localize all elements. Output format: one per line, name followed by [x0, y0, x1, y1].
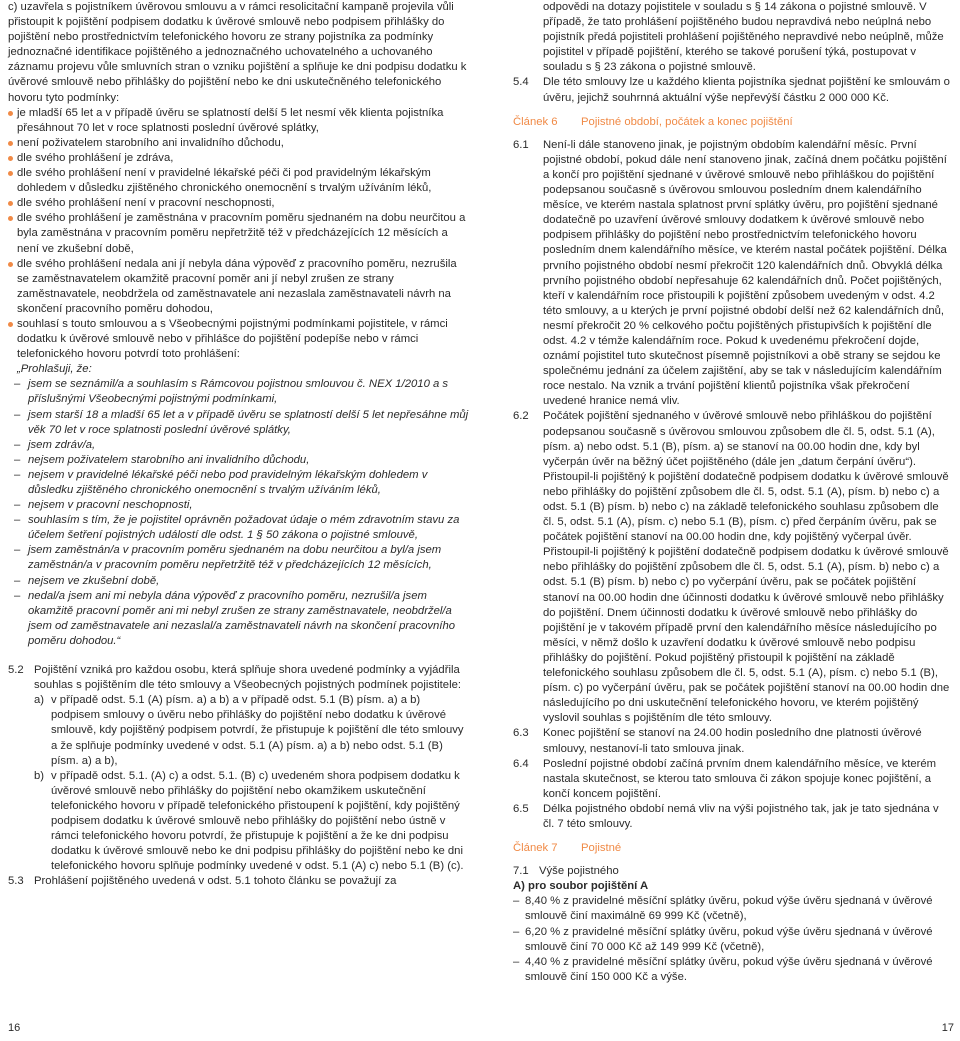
list-item: – 4,40 % z pravidelné měsíční splátky úvěru, pokud výše úvěru sjednaná v úvěrové smlouvě činí 150 000 Kč a výše.: [513, 955, 953, 985]
section-text: Délka pojistného období nemá vliv na výši pojistného tak, jak je tato sjednána v čl. 7 této smlouvy.: [543, 802, 939, 830]
section-number: 6.5: [513, 802, 529, 815]
group-a-heading: A) pro soubor pojištění A: [513, 880, 649, 893]
subitem-label: a): [34, 694, 45, 707]
list-item: – jsem se seznámil/a a souhlasím s Rámcovou pojistnou smlouvou č. NEX 1/2010 a s příslušnými Všeobecnými pojistnými podmínkami,: [8, 377, 470, 407]
section-number: 7.1: [513, 865, 529, 878]
page-number-right: 17: [941, 1021, 954, 1034]
list-item: – souhlasím s tím, že je pojistitel oprávněn požadovat údaje o mém zdravotním stavu za účelem šetření pojistných událostí dle odst. 1 § 50 zákona o pojistné smlouvě,: [8, 513, 470, 543]
section-text: Počátek pojištění sjednaného v úvěrové smlouvě nebo přihláškou do pojištění podepsanou současně s úvěrovou smlouvou způsobem dle čl. 5, odst. 5.1 (A), písm. a) nebo odst. 5.1 (B), písm. a) se stanoví na 00.00 hodin dne, kdy byl vyčerpán úvěr na běžný účet pojištěného (dále jen „datum čerpání úvěru“). Přistoupil-li pojištěný k pojištění dodatečně podpisem dodatku k úvěrové smlouvě nebo přihlášky do pojištění způsobem dle čl. 5, odst. 5.1 (A), písm. b) nebo c) a odst. 5.1 (B) písm. b) nebo c) na základě telefonického souhlasu způsobem dle čl. 5, odst. 5.1 (A), písm. c) nebo 5.1 (B), písm. c) před čerpáním úvěru, pak se počátek pojištění stanoví na 00.00 hodin dne, kdy pojištěný vyčerpal úvěr. Přistoupil-li pojištěný k pojištění dodatečně podpisem dodatku k úvěrové smlouvě nebo přihlášky do pojištění způsobem dle čl. 5, odst. 5.1 (A), písm. b) nebo c) a odst. 5.1 (B) písm. b) nebo c) po vyčerpání úvěru, pak se počátek pojištění stanoví na 00.00 hodin dne účinnosti dodatku k úvěrové smlouvě nebo přihlášky do pojištění. Dnem účinnosti dodatku k úvěrové smlouvě nebo přihlášky do pojištění je v takovém případě první den kalendářního měsíce následujícího po měsíci, v němž došlo k uzavření dodatku k úvěrové smlouvě nebo podpisu přihlášky do pojištění. Pokud pojištěný přistoupil k pojištění na základě telefonického souhlasu způsobem dle čl. 5, odst. 5.1 (A), písm. c) nebo 5.1 (B), písm. c) po vyčerpání úvěru, pak se počátek pojištění stanoví na 00.00 hodin dne následujícího po dni uskutečnění telefonického hovoru, ve kterém pojištěný vyslovil souhlas s pojištěním dle této smlouvy.: [543, 410, 950, 725]
section-text: Pojištění vzniká pro každou osobu, která splňuje shora uvedené podmínky a vyjádřila souhlas s pojištěním dle této smlouvy a Všeobecných pojistných podmínek pojistitele:: [34, 664, 461, 692]
list-item: – 6,20 % z pravidelné měsíční splátky úvěru, pokud výše úvěru sjednaná v úvěrové smlouvě činí 70 000 Kč až 149 999 Kč (včetně),: [513, 925, 953, 955]
article-number: Článek 6: [513, 115, 558, 128]
subitem-text: v případě odst. 5.1. (A) c) a odst. 5.1. (B) c) uvedeném shora podpisem dodatku k úvěrové smlouvě nebo přihlášky do pojištění nebo okamžikem uskutečnění telefonického hovoru v případě telefonického přistoupení k pojištění, kdy pojištěný podpisem dodatku k úvěrové smlouvě nebo přihlášky do pojištění nebo ústně v rámci telefonického hovoru potvrdí, že přistupuje k pojištění a že ke dni podpisu dodatku k úvěrové smlouvě nebo ke dni podpisu přihlášky do pojištění nebo ke dni telefonického hovoru splňuje podmínky uvedené v odst. 5.1 (A) c) nebo 5.1 (B) (c).: [51, 769, 464, 873]
premium-rates-list: [513, 894, 953, 985]
list-item: – jsem zdráv/a,: [8, 438, 470, 453]
list-item: – nejsem poživatelem starobního ani invalidního důchodu,: [8, 453, 470, 468]
section-6-4: [513, 757, 953, 802]
section-5-3-continued: odpovědi na dotazy pojistitele v souladu s § 14 zákona o pojistné smlouvě. V případě, že tato prohlášení pojištěného budou nepravdivá nebo neúplná nebo pojistník předá pojistiteli prohlášení pojištěného nepravdivé nebo neúplně, může pojistitel v případě pojištění, kterého se takové porušení týká, postupovat v souladu s § 23 zákona o pojistné smlouvě.: [543, 1, 944, 74]
page-number-left: 16: [8, 1021, 21, 1034]
subitem-a: [34, 693, 470, 768]
conditions-list: [8, 106, 470, 363]
list-item: dle svého prohlášení není v pravidelné lékařské péči či pod pravidelným lékařským dohledem v důsledku zjištěného chronického onemocnění s trvalým užíváním léků,: [8, 166, 470, 196]
article-title: Pojistné období, počátek a konec pojištění: [581, 115, 793, 128]
subitem-b: [34, 769, 470, 875]
section-text: Poslední pojistné období začíná prvním dnem kalendářního měsíce, ve kterém nastala skutečnost, se kterou tato smlouva či zákon spojuje konec pojištění, a končí koncem pojištění.: [543, 757, 937, 800]
left-column: [8, 0, 470, 889]
list-item: dle svého prohlášení je zaměstnána v pracovním poměru sjednaném na dobu neurčitou a byla zaměstnána v pracovním poměru nepřetržitě též v předcházejících 12 měsících a není ve zkušební době,: [8, 211, 470, 256]
list-item: dle svého prohlášení není v pracovní neschopnosti,: [8, 196, 470, 211]
list-item: dle svého prohlášení je zdráva,: [8, 151, 470, 166]
list-item: – nejsem v pravidelné lékařské péči nebo pod pravidelným lékařským dohledem v důsledku zjištěného chronického onemocnění s trvalým užíváním léků,: [8, 468, 470, 498]
paragraph-intro-c: c) uzavřela s pojistníkem úvěrovou smlouvu a v rámci resolicitační kampaně projevila vůli přistoupit k pojištění podpisem dodatku k úvěrové smlouvě nebo podpisem přihlášky do pojištění nebo prostřednictvím telefonického hovoru ze strany pojistníka za podmínky jednoznačné identifikace pojištěného a jednoznačného uchovatelného a uchovaného záznamu projevu vůle smluvních stran o vzniku pojištění a splňuje ke dni podpisu dodatku k úvěrové smlouvě nebo přihlášky do pojištění nebo ke dni uskutečněného telefonického hovoru tyto podmínky:: [8, 1, 467, 104]
section-6-2: [513, 409, 953, 726]
section-5-4: [513, 75, 953, 105]
list-item: souhlasí s touto smlouvou a s Všeobecnými pojistnými podmínkami pojistitele, v rámci dodatku k úvěrové smlouvě nebo v přihlášce do pojištění podepíše nebo v rámci telefonického hovoru potvrdí toto prohlášení:: [8, 317, 470, 362]
section-text: Prohlášení pojištěného uvedená v odst. 5.1 tohoto článku se považují za: [34, 875, 397, 888]
section-number: 5.4: [513, 76, 529, 89]
section-text: Výše pojistného: [539, 865, 619, 878]
list-item: není poživatelem starobního ani invalidního důchodu,: [8, 136, 470, 151]
right-column: [513, 0, 953, 985]
article-6-heading: [513, 115, 953, 130]
list-item: – 8,40 % z pravidelné měsíční splátky úvěru, pokud výše úvěru sjednaná v úvěrové smlouvě činí maximálně 69 999 Kč (včetně),: [513, 894, 953, 924]
list-item: – nejsem v pracovní neschopnosti,: [8, 498, 470, 513]
article-7-heading: [513, 841, 953, 856]
section-text: Konec pojištění se stanoví na 24.00 hodin posledního dne platnosti úvěrové smlouvy, nestanoví-li tato smlouva jinak.: [543, 727, 922, 755]
list-item: – nedal/a jsem ani mi nebyla dána výpověď z pracovního poměru, nezrušil/a jsem okamžitě pracovní poměr ani mi nebyl zrušen ze strany zaměstnavatele, neobdržel/a jsem od zaměstnavatele ani nezaslal/a zaměstnavateli návrh na skončení pracovního poměru dohodou.“: [8, 589, 470, 649]
section-number: 5.3: [8, 875, 24, 888]
section-number: 6.3: [513, 727, 529, 740]
list-item: dle svého prohlášení nedala ani jí nebyla dána výpověď z pracovního poměru, nezrušila se zaměstnavatelem okamžitě pracovní poměr ani jí nebyl zrušen ze strany zaměstnavatele, neobdržela od zaměstnavatele ani nezaslala zaměstnavateli návrh na skončení pracovního poměru dohodou,: [8, 257, 470, 317]
subitem-text: v případě odst. 5.1 (A) písm. a) a b) a v případě odst. 5.1 (B) písm. a) a b) podpisem smlouvy o úvěru nebo přihlášky do pojištění nebo dodatku k úvěrové smlouvě, kdy pojištěný podpisem potvrdí, že přistupuje k pojištění dle této smlouvy a že splňuje podmínky uvedené v odst. 5.1 (A) písm. a) a b) nebo odst. 5.1 (B) písm. a) a b),: [51, 694, 464, 767]
list-item: – nejsem ve zkušební době,: [8, 574, 470, 589]
declaration-list: [8, 377, 470, 649]
section-6-3: [513, 726, 953, 756]
section-text: Dle této smlouvy lze u každého klienta pojistníka sjednat pojištění ke smlouvám o úvěru, jejichž souhrnná aktuální výše nepřevýší částku 2 000 000 Kč.: [543, 76, 950, 104]
section-5-3: [8, 874, 470, 889]
section-number: 6.2: [513, 410, 529, 423]
list-item: – jsem starší 18 a mladší 65 let a v případě úvěru se splatností delší 5 let nepřesáhne můj věk 70 let v roce splatnosti poslední úvěrové splátky,: [8, 408, 470, 438]
subitem-label: b): [34, 769, 45, 782]
section-6-1: [513, 138, 953, 410]
section-5-2: [8, 663, 470, 874]
list-item: – jsem zaměstnán/a v pracovním poměru sjednaném na dobu neurčitou a byl/a jsem zaměstnán/a v pracovním poměru nepřetržitě též v předcházejících 12 měsících,: [8, 543, 470, 573]
section-number: 6.4: [513, 757, 529, 770]
list-item: je mladší 65 let a v případě úvěru se splatností delší 5 let nesmí věk klienta pojistníka přesáhnout 70 let v roce splatnosti poslední úvěrové splátky,: [8, 106, 470, 136]
section-7-1: [513, 864, 953, 879]
article-title: Pojistné: [581, 842, 622, 855]
section-number: 5.2: [8, 664, 24, 677]
section-text: Není-li dále stanoveno jinak, je pojistným obdobím kalendářní měsíc. První pojistné období, pokud dále není stanoveno jinak, začíná dnem počátku pojištění a končí pro pojištění sjednané v úvěrové smlouvě nebo přihláškou do pojištění podepsanou současně s úvěrovou smlouvou posledním dnem kalendářního měsíce, ve kterém nastala splatnost první splátky úvěru, pro pojištění sjednané dodatečně po uzavření úvěrové smlouvy dodatkem k úvěrové smlouvě nebo podpisem přihlášky do pojištění nebo prostřednictvím telefonického hovoru posledním dnem kalendářního měsíce, ve kterém nastal počátek pojištění. Délka prvního pojistného období nesmí překročit 120 kalendářních dnů. Obvyklá délka prvního pojistného období nepřesahuje 62 kalendářních dnů. Počet pojištěných, kteří v kalendářním roce přistoupili k pojištění způsobem uvedeným v odst. 4.2 této smlouvy, a u kterých je první pojistné období delší než 62 kalendářních dnů, nesmí překročit 20 % celkového počtu pojištěných přistupivších k pojištění dle odst. 4.2 v témže kalendářním roce. Pokud k uvedenému překročení dojde, oznámí pojistitel tuto skutečnost písemně pojistníkovi a obě strany se sejdou ke společnému jednání za účelem zajištění, aby se tak v následujícím kalendářním roce nestalo. Na vznik a trvání pojištění klientů pojistníka však překročení uvedené hranice nemá vliv.: [543, 138, 947, 408]
section-6-5: [513, 802, 953, 832]
section-number: 6.1: [513, 138, 529, 151]
article-number: Článek 7: [513, 842, 558, 855]
declaration-title: „Prohlašuji, že:: [17, 363, 92, 376]
